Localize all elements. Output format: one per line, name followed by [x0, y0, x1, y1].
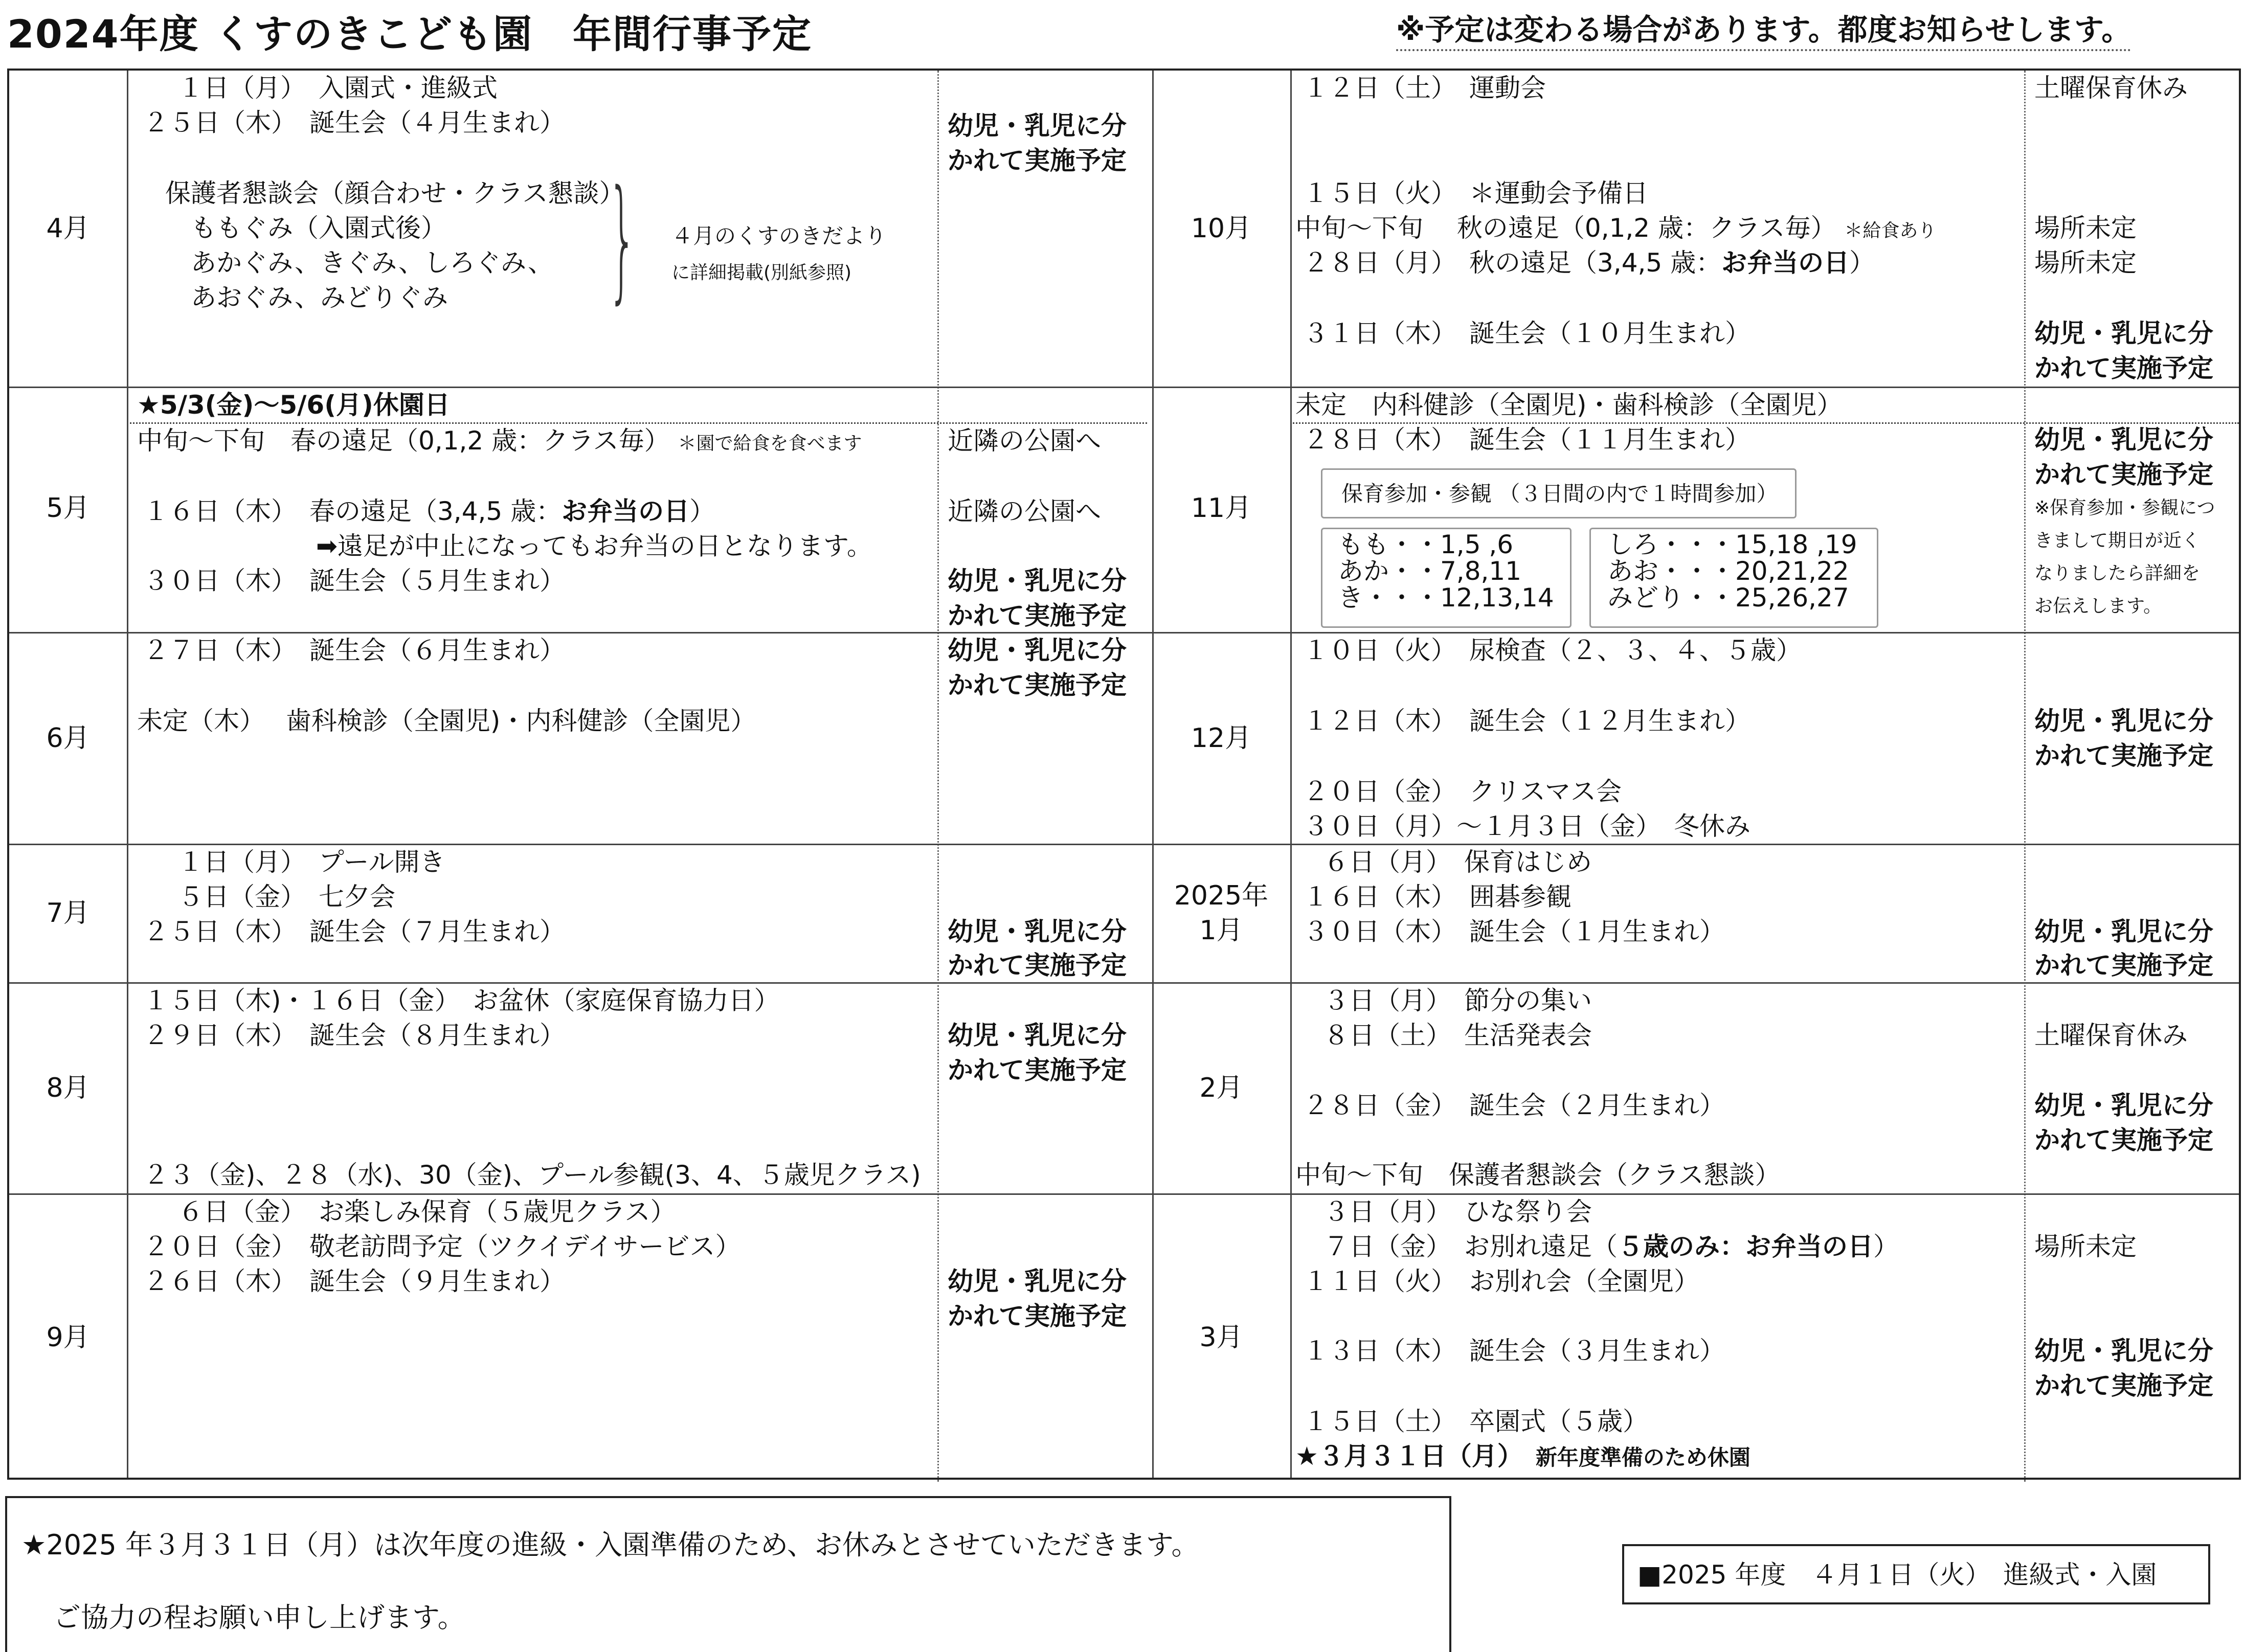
side-note: 土曜保育休み: [2034, 73, 2188, 103]
split-note: 幼児・乳児に分: [2034, 706, 2213, 736]
event-line: ２７日（木） 誕生会（６月生まれ）: [143, 636, 565, 665]
month-label: 11月: [1191, 493, 1252, 524]
month-label: 5月: [46, 493, 90, 524]
event-line: ２０日（金） 敬老訪問予定（ツクイデイサービス）: [143, 1232, 741, 1261]
class-dates: あお・・・20,21,22: [1607, 556, 1849, 586]
month-label: 8月: [46, 1073, 90, 1103]
side-note: お伝えします。: [2034, 596, 2162, 617]
split-note: かれて実施予定: [948, 1055, 1127, 1085]
event-line: 未定（木） 歯科検診（全園児)・内科健診（全園児）: [137, 706, 756, 736]
split-note: 幼児・乳児に分: [2034, 425, 2213, 455]
class-dates: あか・・7,8,11: [1338, 556, 1522, 586]
event-line: 未定 内科健診（全園児)・歯科検診（全園児）: [1295, 390, 1843, 420]
schedule-table: [7, 69, 2241, 1480]
side-note: 場所未定: [2034, 248, 2137, 278]
note-line: に詳細掲載(別紙参照): [671, 262, 852, 283]
class-dates: みどり・・25,26,27: [1607, 583, 1849, 613]
month-label: 1月: [1199, 915, 1243, 946]
split-note: かれて実施予定: [2034, 353, 2213, 383]
split-note: かれて実施予定: [948, 601, 1127, 630]
event-line: ２５日（木） 誕生会（７月生まれ）: [143, 917, 565, 946]
month-label: 4月: [46, 213, 90, 244]
next-year-box: [1622, 1544, 2210, 1604]
event-line: ３日（月） ひな祭り会: [1323, 1197, 1592, 1227]
event-line: ３０日（木） 誕生会（１月生まれ）: [1303, 917, 1725, 946]
split-note: 幼児・乳児に分: [948, 566, 1127, 596]
side-note: 土曜保育休み: [2034, 1021, 2188, 1050]
event-line: ２８日（木） 誕生会（１１月生まれ）: [1303, 425, 1750, 455]
event-line: １３日（木） 誕生会（３月生まれ）: [1303, 1336, 1725, 1366]
event-line: ６日（金） お楽しみ保育（５歳児クラス）: [178, 1197, 676, 1227]
event-line: あおぐみ、みどりぐみ: [191, 283, 448, 312]
side-note: ※保育参加・参観につ: [2034, 497, 2215, 518]
split-note: かれて実施予定: [2034, 741, 2213, 771]
event-line: １６日（木） 春の遠足（3,4,5 歳：お弁当の日）: [143, 496, 715, 526]
change-notice: ※予定は変わる場合があります。都度お知らせします。: [1396, 10, 2131, 51]
event-line: ３日（月） 節分の集い: [1323, 986, 1592, 1015]
event-line: ２８日（月） 秋の遠足（3,4,5 歳：お弁当の日）: [1303, 248, 1875, 278]
event-line: １５日（木)・１６日（金） お盆休（家庭保育協力日）: [143, 986, 780, 1015]
event-line: ２８日（金） 誕生会（２月生まれ）: [1303, 1091, 1725, 1120]
split-note: 幼児・乳児に分: [948, 111, 1127, 141]
event-line: 中旬～下旬 保護者懇談会（クラス懇談）: [1295, 1160, 1781, 1190]
split-note: 幼児・乳児に分: [2034, 1336, 2213, 1366]
event-line: ５日（金） 七夕会: [178, 882, 395, 912]
event-line: １２日（木） 誕生会（１２月生まれ）: [1303, 706, 1750, 736]
event-line: ２５日（木） 誕生会（４月生まれ）: [143, 108, 565, 138]
participation-label: 保育参加・参観 （３日間の内で１時間参加）: [1341, 481, 1778, 506]
month-label: 3月: [1199, 1322, 1243, 1353]
event-line: １日（月） プール開き: [178, 847, 445, 877]
event-line: １６日（木） 囲碁参観: [1303, 882, 1572, 912]
event-line: ３０日（木） 誕生会（５月生まれ）: [143, 566, 565, 596]
event-line: 中旬～下旬 春の遠足（0,1,2 歳：クラス毎） ＊園で給食を食べます: [137, 426, 862, 456]
event-line: ７日（金） お別れ遠足（５歳のみ：お弁当の日）: [1323, 1232, 1899, 1261]
event-line: 中旬～下旬 秋の遠足（0,1,2 歳：クラス毎） ＊給食あり: [1295, 213, 1937, 243]
month-label: 7月: [46, 898, 90, 929]
month-label: 2月: [1199, 1073, 1243, 1103]
split-note: 幼児・乳児に分: [948, 1266, 1127, 1296]
closure-notice-line: ★2025 年３月３１日（月）は次年度の進級・入園準備のため、お休みとさせていただきます。: [21, 1529, 1199, 1561]
month-label: 2025年: [1174, 880, 1269, 911]
split-note: かれて実施予定: [948, 951, 1127, 980]
event-line: ３０日（月）～１月３日（金） 冬休み: [1303, 811, 1750, 841]
month-label: 12月: [1191, 723, 1252, 754]
event-line: ２９日（木） 誕生会（８月生まれ）: [143, 1021, 565, 1050]
month-label: 10月: [1191, 213, 1252, 244]
event-line: ２６日（木） 誕生会（９月生まれ）: [143, 1266, 565, 1296]
note-line: ４月のくすのきだより: [671, 223, 887, 248]
event-line: １２日（土） 運動会: [1303, 73, 1546, 103]
place-note: 近隣の公園へ: [948, 496, 1101, 526]
page-title: 2024年度 くすのきこども園 年間行事予定: [7, 11, 812, 57]
event-line: ６日（月） 保育はじめ: [1323, 847, 1592, 877]
side-note: 場所未定: [2034, 1232, 2137, 1261]
brace-icon: }: [608, 162, 637, 316]
event-line: ３１日（木） 誕生会（１０月生まれ）: [1303, 319, 1750, 348]
split-note: 幼児・乳児に分: [948, 1021, 1127, 1050]
side-note: なりましたら詳細を: [2034, 563, 2201, 584]
split-note: かれて実施予定: [948, 146, 1127, 175]
split-note: 幼児・乳児に分: [948, 917, 1127, 946]
next-year-ceremony: ■2025 年度 ４月１日（火） 進級式・入園: [1637, 1560, 2157, 1590]
closure-notice-line: ご協力の程お願い申し上げます。: [53, 1601, 465, 1634]
split-note: かれて実施予定: [2034, 460, 2213, 489]
event-line: ２３（金)、２８（水)、30（金)、プール参観(3、4、５歳児クラス): [143, 1160, 921, 1190]
event-line: 保護者懇談会（顔合わせ・クラス懇談）: [165, 178, 625, 208]
split-note: 幼児・乳児に分: [2034, 917, 2213, 946]
side-note: 場所未定: [2034, 213, 2137, 243]
event-line: １０日（火） 尿検査（２、３、４、５歳）: [1303, 636, 1802, 665]
closure-notice: [5, 1496, 1451, 1652]
event-line: １５日（土） 卒園式（５歳）: [1303, 1407, 1648, 1436]
split-note: かれて実施予定: [948, 670, 1127, 700]
split-note: 幼児・乳児に分: [948, 636, 1127, 665]
event-line: ８日（土） 生活発表会: [1323, 1021, 1592, 1050]
split-note: 幼児・乳児に分: [2034, 319, 2213, 348]
event-line: ２０日（金） クリスマス会: [1303, 777, 1622, 806]
split-note: かれて実施予定: [2034, 951, 2213, 980]
split-note: かれて実施予定: [2034, 1371, 2213, 1400]
event-line: ももぐみ（入園式後）: [191, 213, 446, 243]
closure-line: ★３月３１日（月） 新年度準備のため休園: [1295, 1441, 1750, 1471]
event-line: １５日（火） ＊運動会予備日: [1303, 178, 1648, 208]
event-line: １１日（火） お別れ会（全園児）: [1303, 1266, 1699, 1296]
place-note: 近隣の公園へ: [948, 426, 1101, 456]
side-note: きまして期日が近く: [2034, 530, 2201, 551]
class-dates: もも・・1,5 ,6: [1338, 530, 1514, 559]
class-dates: き・・・12,13,14: [1338, 583, 1554, 613]
event-line: １日（月） 入園式・進級式: [178, 73, 498, 103]
holiday-line: ★5/3(金)～5/6(月)休園日: [137, 390, 450, 420]
month-label: 6月: [46, 723, 90, 754]
split-note: 幼児・乳児に分: [2034, 1091, 2213, 1120]
split-note: かれて実施予定: [948, 1301, 1127, 1331]
event-line: あかぐみ、きぐみ、しろぐみ、: [191, 248, 553, 278]
month-label: 9月: [46, 1322, 90, 1353]
split-note: かれて実施予定: [2034, 1125, 2213, 1155]
event-line: ➡遠足が中止になってもお弁当の日となります。: [316, 531, 872, 561]
class-dates: しろ・・・15,18 ,19: [1607, 530, 1857, 559]
